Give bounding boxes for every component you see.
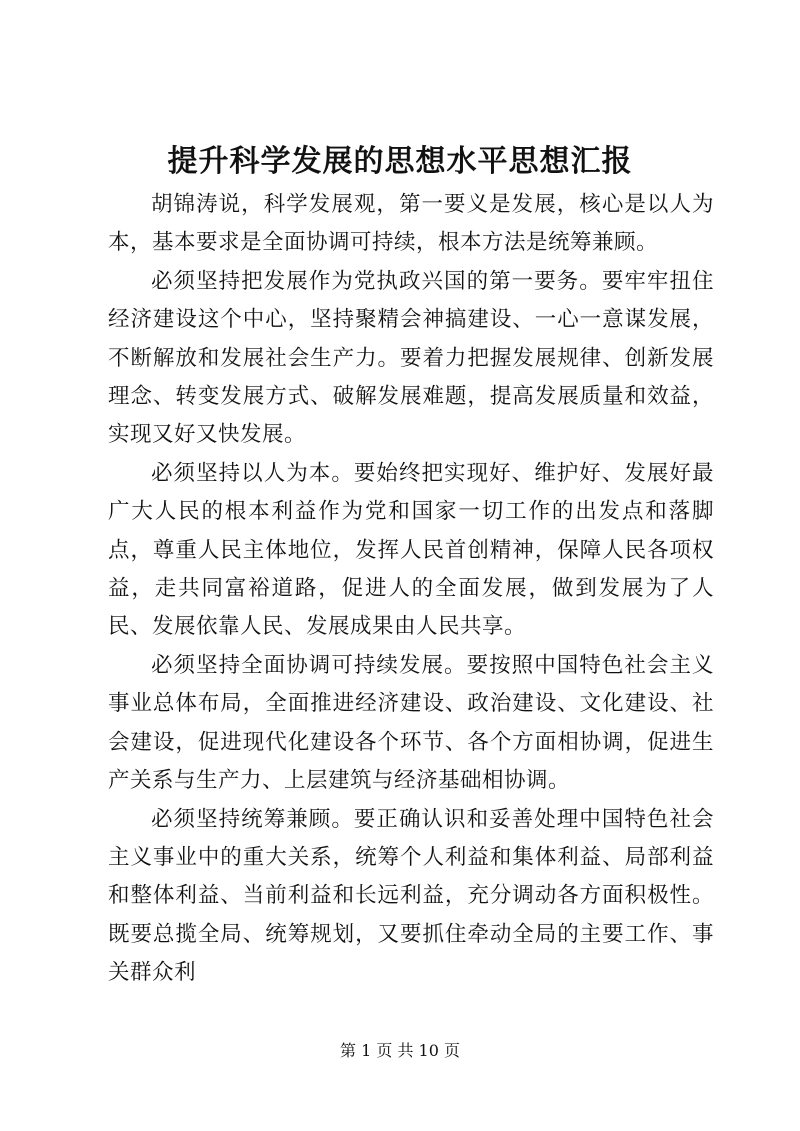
page-number-footer: 第 1 页 共 10 页 [340,1041,460,1060]
paragraph-development: 必须坚持把发展作为党执政兴国的第一要务。要牢牢扭住经济建设这个中心，坚持聚精会神搞建设、一心一意谋发展，不断解放和发展社会生产力。要着力把握发展规律、创新发展理念、转变发展方式、破解发展难题，提高发展质量和效益，实现又好又快发展。 [108,268,714,448]
paragraph-overall-planning: 必须坚持统筹兼顾。要正确认识和妥善处理中国特色社会主义事业中的重大关系，统筹个人利益和集体利益、局部利益和整体利益、当前利益和长远利益，充分调动各方面积极性。既要总揽全局、统筹规划，又要抓住牵动全局的主要工作、事关群众利 [108,806,714,986]
paragraph-intro: 胡锦涛说，科学发展观，第一要义是发展，核心是以人为本，基本要求是全面协调可持续，根本方法是统筹兼顾。 [108,192,714,256]
document-title: 提升科学发展的思想水平思想汇报 [167,144,633,179]
paragraph-coordinated: 必须坚持全面协调可持续发展。要按照中国特色社会主义事业总体布局，全面推进经济建设、政治建设、文化建设、社会建设，促进现代化建设各个环节、各个方面相协调，促进生产关系与生产力、上层建筑与经济基础相协调。 [108,652,714,794]
document-body [108,186,714,993]
paragraph-people-oriented: 必须坚持以人为本。要始终把实现好、维护好、发展好最广大人民的根本利益作为党和国家一切工作的出发点和落脚点，尊重人民主体地位，发挥人民首创精神，保障人民各项权益，走共同富裕道路，促进人的全面发展，做到发展为了人民、发展依靠人民、发展成果由人民共享。 [108,460,714,640]
